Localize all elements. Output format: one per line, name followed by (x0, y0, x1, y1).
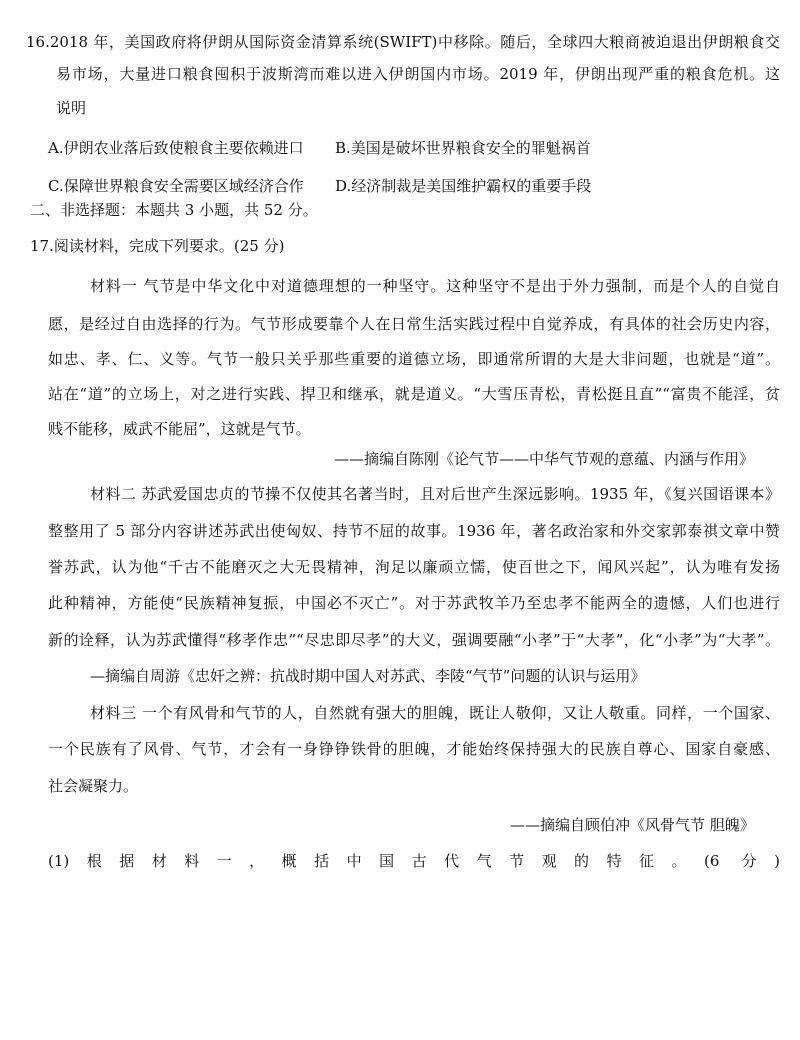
material-1-line-5: 贱不能移，威武不能屈”，这就是气节。 (48, 420, 311, 438)
material-3-line-1: 材料三 一个有风骨和气节的人，自然就有强大的胆魄，既让人敬仰，又让人敬重。同样，一个国家、 (90, 704, 780, 722)
q17-intro: 17.阅读材料，完成下列要求。(25 分) (30, 237, 285, 255)
material-3-line-3: 社会凝聚力。 (48, 777, 139, 795)
material-1-line-3: 如忠、孝、仁、义等。气节一般只关乎那些重要的道德立场，即通常所谓的大是大非问题，也就是“道”。 (48, 350, 780, 368)
material-2-line-3: 誉苏武，认为他“千古不能磨灭之大无畏精神，洵足以廉顽立懦，使百世之下，闻风兴起”，认为唯有发扬 (48, 558, 780, 576)
q16-option-b: B.美国是破坏世界粮食安全的罪魁祸首 (335, 139, 591, 157)
material-2-line-5: 新的诠释，认为苏武懂得“移孝作忠”“尽忠即尽孝”的大义，强调要融“小孝”于“大孝”，化“小孝”为“大孝”。 (48, 631, 780, 649)
material-1-line-1: 材料一 气节是中华文化中对道德理想的一种坚守。这种坚守不是出于外力强制，而是个人的自觉自 (90, 277, 780, 295)
q17-subquestion-1: (1)根据材料一，概括中国古代气节观的特征。(6 分) (48, 852, 780, 870)
material-2-source: —摘编自周游《忠奸之辨：抗战时期中国人对苏武、李陵“气节”问题的认识与运用》 (90, 667, 646, 685)
material-1-line-4: 站在“道”的立场上，对之进行实践、捍卫和继承，就是道义。“大雪压青松，青松挺且直”“富贵不能淫，贫 (48, 385, 780, 403)
q16-stem-line-3: 说明 (56, 99, 87, 117)
material-3-source: ——摘编自顾伯冲《风骨气节 胆魄》 (510, 816, 755, 834)
q16-stem-line-1: 16.2018 年，美国政府将伊朗从国际资金清算系统(SWIFT)中移除。随后，全球四大粮商被迫退出伊朗粮食交 (26, 33, 780, 51)
section-heading: 二、非选择题：本题共 3 小题，共 52 分。 (30, 201, 318, 219)
material-2-line-1: 材料二 苏武爱国忠贞的节操不仅使其名著当时，且对后世产生深远影响。1935 年，《复兴国语课本》 (90, 485, 780, 503)
q16-stem-line-2: 易市场，大量进口粮食囤积于波斯湾而难以进入伊朗国内市场。2019 年，伊朗出现严重的粮食危机。这 (56, 65, 780, 83)
material-1-line-2: 愿，是经过自由选择的行为。气节形成要靠个人在日常生活实践过程中自觉养成，有具体的社会历史内容， (48, 315, 780, 333)
material-2-line-2: 整整用了 5 部分内容讲述苏武出使匈奴、持节不屈的故事。1936 年，著名政治家和外交家郭泰祺文章中赞 (48, 522, 780, 540)
q16-option-d: D.经济制裁是美国维护霸权的重要手段 (335, 177, 592, 195)
q16-option-a: A.伊朗农业落后致使粮食主要依赖进口 (48, 139, 304, 157)
q16-option-c: C.保障世界粮食安全需要区域经济合作 (48, 177, 304, 195)
material-1-source: ——摘编自陈刚《论气节——中华气节观的意蕴、内涵与作用》 (334, 450, 755, 468)
material-2-line-4: 此种精神，方能使“民族精神复振，中国必不灭亡”。对于苏武牧羊乃至忠孝不能两全的遗憾，人们也进行 (48, 594, 780, 612)
material-3-line-2: 一个民族有了风骨、气节，才会有一身铮铮铁骨的胆魄，才能始终保持强大的民族自尊心、国家自豪感、 (48, 740, 780, 758)
